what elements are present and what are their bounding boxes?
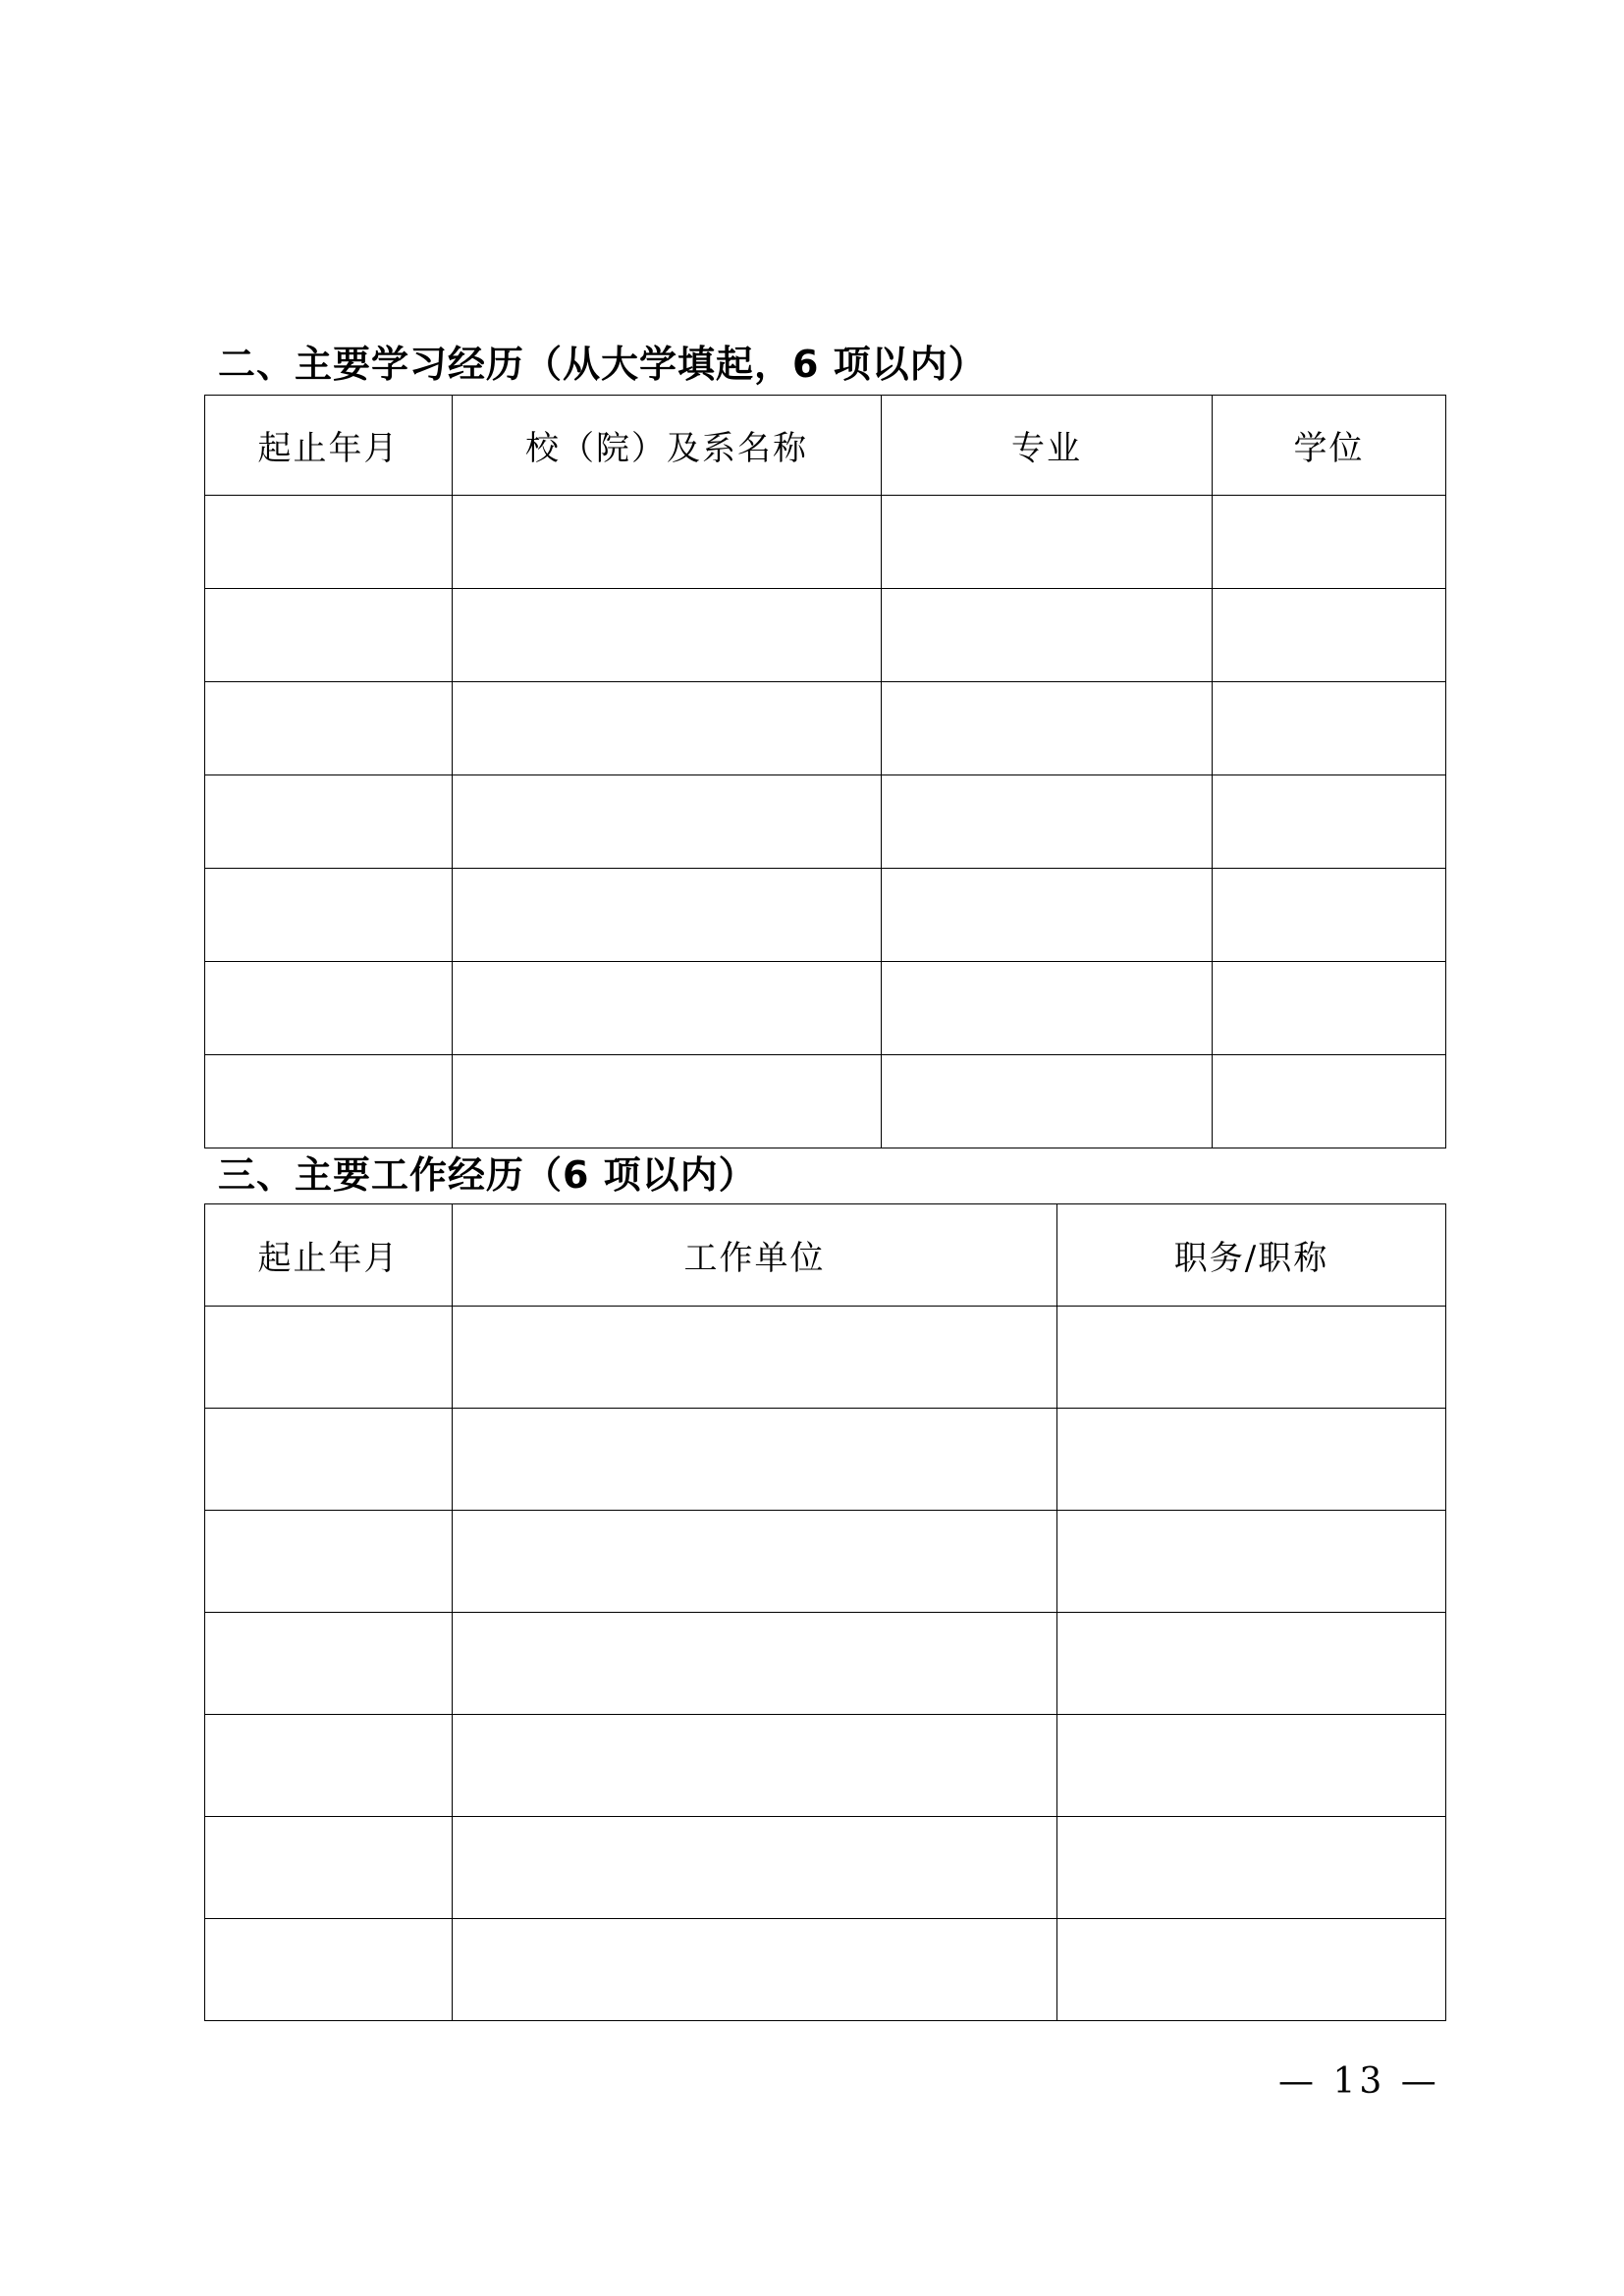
employer-cell[interactable] (453, 1307, 1057, 1409)
period-cell[interactable] (205, 1613, 453, 1715)
period-cell[interactable] (205, 1511, 453, 1613)
employer-cell[interactable] (453, 1817, 1057, 1919)
period-cell[interactable] (205, 1919, 453, 2021)
work-row (205, 1511, 1446, 1613)
position-title-cell[interactable] (1057, 1307, 1446, 1409)
school-cell[interactable] (453, 775, 882, 869)
position-title-cell[interactable] (1057, 1817, 1446, 1919)
work-section-title: 三、主要工作经历（6 项以内） (218, 1153, 757, 1197)
degree-cell[interactable] (1213, 496, 1446, 589)
period-cell[interactable] (205, 1307, 453, 1409)
period-cell[interactable] (205, 682, 453, 775)
page-number: — 13 — (1278, 2061, 1440, 2102)
position-title-cell[interactable] (1057, 1715, 1446, 1817)
employer-cell[interactable] (453, 1919, 1057, 2021)
degree-cell[interactable] (1213, 962, 1446, 1055)
header-employer: 工作单位 (453, 1204, 1057, 1307)
header-major: 专业 (882, 396, 1213, 496)
work-row (205, 1715, 1446, 1817)
employer-cell[interactable] (453, 1715, 1057, 1817)
period-cell[interactable] (205, 869, 453, 962)
major-cell[interactable] (882, 682, 1213, 775)
work-row (205, 1307, 1446, 1409)
employer-cell[interactable] (453, 1511, 1057, 1613)
period-cell[interactable] (205, 775, 453, 869)
period-cell[interactable] (205, 1409, 453, 1511)
major-cell[interactable] (882, 589, 1213, 682)
degree-cell[interactable] (1213, 682, 1446, 775)
period-cell[interactable] (205, 496, 453, 589)
employer-cell[interactable] (453, 1613, 1057, 1715)
period-cell[interactable] (205, 1055, 453, 1148)
education-row (205, 682, 1446, 775)
major-cell[interactable] (882, 1055, 1213, 1148)
header-position-title: 职务/职称 (1057, 1204, 1446, 1307)
position-title-cell[interactable] (1057, 1919, 1446, 2021)
school-cell[interactable] (453, 682, 882, 775)
work-row (205, 1613, 1446, 1715)
school-cell[interactable] (453, 496, 882, 589)
position-title-cell[interactable] (1057, 1409, 1446, 1511)
major-cell[interactable] (882, 775, 1213, 869)
work-row (205, 1817, 1446, 1919)
major-cell[interactable] (882, 869, 1213, 962)
work-row (205, 1919, 1446, 2021)
major-cell[interactable] (882, 496, 1213, 589)
education-row (205, 1055, 1446, 1148)
header-period: 起止年月 (205, 396, 453, 496)
education-row (205, 869, 1446, 962)
employer-cell[interactable] (453, 1409, 1057, 1511)
education-row (205, 496, 1446, 589)
school-cell[interactable] (453, 962, 882, 1055)
degree-cell[interactable] (1213, 869, 1446, 962)
education-header-row (205, 396, 1446, 496)
period-cell[interactable] (205, 589, 453, 682)
header-degree: 学位 (1213, 396, 1446, 496)
education-row (205, 589, 1446, 682)
period-cell[interactable] (205, 1817, 453, 1919)
school-cell[interactable] (453, 1055, 882, 1148)
work-table (204, 1203, 1446, 2021)
education-row (205, 775, 1446, 869)
education-table (204, 395, 1446, 1148)
position-title-cell[interactable] (1057, 1511, 1446, 1613)
school-cell[interactable] (453, 589, 882, 682)
period-cell[interactable] (205, 1715, 453, 1817)
work-row (205, 1409, 1446, 1511)
position-title-cell[interactable] (1057, 1613, 1446, 1715)
degree-cell[interactable] (1213, 1055, 1446, 1148)
header-school: 校（院）及系名称 (453, 396, 882, 496)
header-period: 起止年月 (205, 1204, 453, 1307)
work-header-row (205, 1204, 1446, 1307)
major-cell[interactable] (882, 962, 1213, 1055)
degree-cell[interactable] (1213, 775, 1446, 869)
education-row (205, 962, 1446, 1055)
education-section-title: 二、主要学习经历（从大学填起，6 项以内） (218, 343, 987, 386)
school-cell[interactable] (453, 869, 882, 962)
degree-cell[interactable] (1213, 589, 1446, 682)
period-cell[interactable] (205, 962, 453, 1055)
